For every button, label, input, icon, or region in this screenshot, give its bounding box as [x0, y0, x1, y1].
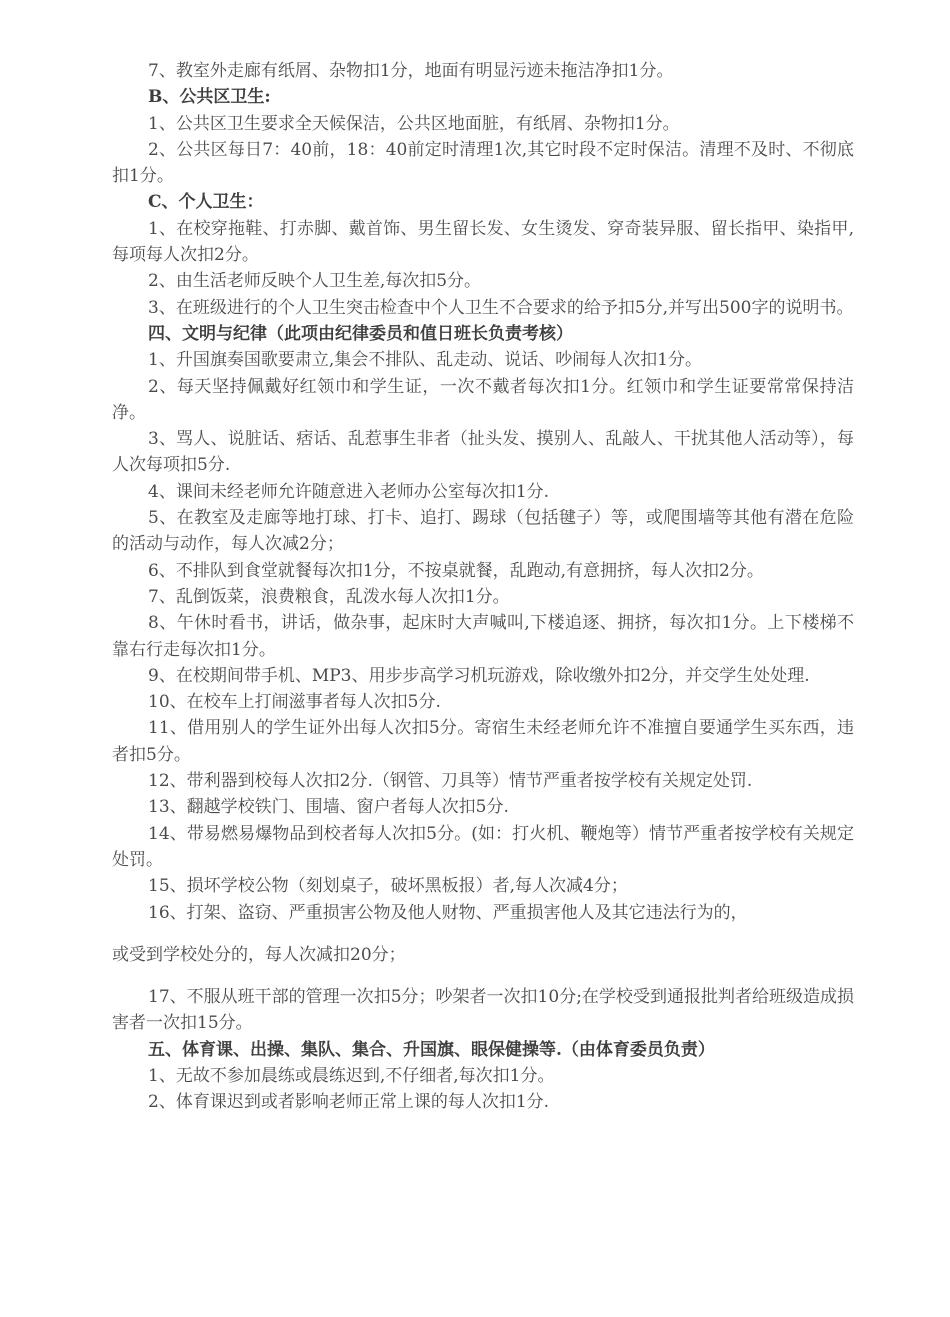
rule-paragraph: 2、每天坚持佩戴好红领巾和学生证，一次不戴者每次扣1分。红领巾和学生证要常常保持洁净。 [112, 376, 854, 423]
rule-paragraph: 5、在教室及走廊等地打球、打卡、追打、踢球（包括毽子）等，或爬围墙等其他有潜在危险的活动与动作，每人次减2分； [112, 508, 854, 555]
rule-paragraph: 13、翻越学校铁门、围墙、窗户者每人次扣5分. [148, 797, 509, 818]
rule-paragraph: 1、无故不参加晨练或晨练迟到,不仔细者,每次扣1分。 [148, 1065, 555, 1086]
rule-paragraph: 14、带易燃易爆物品到校者每人次扣5分。(如：打火机、鞭炮等）情节严重者按学校有关规定处罚。 [112, 823, 854, 870]
rule-paragraph: 2、体育课迟到或者影响老师正常上课的每人次扣1分. [148, 1092, 550, 1113]
rule-paragraph: 1、升国旗奏国歌要肃立,集会不排队、乱走动、说话、吵闹每人次扣1分。 [148, 350, 703, 371]
rule-paragraph: 15、损坏学校公物（刻划桌子，破坏黑板报）者,每人次减4分； [148, 876, 628, 897]
rule-paragraph: 11、借用别人的学生证外出每人次扣5分。寄宿生未经老师允许不准擅自要通学生买东西，违者扣5分。 [112, 718, 854, 765]
rule-paragraph: 9、在校期间带手机、MP3、用步步高学习机玩游戏，除收缴外扣2分，并交学生处处理. [148, 665, 810, 686]
section-heading: C、个人卫生： [148, 192, 264, 213]
section-heading: B、公共区卫生: [148, 87, 271, 108]
rule-paragraph: 4、课间未经老师允许随意进入老师办公室每次扣1分. [148, 481, 550, 502]
rule-paragraph: 16、打架、盗窃、严重损害公物及他人财物、严重损害他人及其它违法行为的， [148, 902, 748, 923]
rule-paragraph: 6、不排队到食堂就餐每次扣1分，不按桌就餐，乱跑动,有意拥挤，每人次扣2分。 [148, 560, 764, 581]
section-heading: 五、体育课、出操、集队、集合、升国旗、眼保健操等.（由体育委员负责） [148, 1039, 715, 1060]
rule-paragraph: 1、在校穿拖鞋、打赤脚、戴首饰、男生留长发、女生烫发、穿奇装异服、留长指甲、染指甲,每项每人次扣2分。 [112, 218, 854, 266]
document-page [112, 58, 854, 1116]
rule-paragraph: 17、不服从班干部的管理一次扣5分；吵架者一次扣10分;在学校受到通报批判者给班级造成损害者一次扣15分。 [112, 987, 854, 1034]
section-heading: 四、文明与纪律（此项由纪律委员和值日班长负责考核） [148, 323, 573, 344]
rule-paragraph: 10、在校车上打闹滋事者每人次扣5分. [148, 692, 441, 713]
rule-paragraph: 2、公共区每日7：40前，18：40前定时清理1次,其它时段不定时保洁。清理不及时、不彻底扣1分。 [112, 139, 854, 187]
rule-paragraph: 2、由生活老师反映个人卫生差,每次扣5分。 [148, 271, 482, 292]
rule-paragraph: 3、在班级进行的个人卫生突击检查中个人卫生不合要求的给予扣5分,并写出500字的说明书。 [148, 297, 854, 318]
rule-paragraph: 7、教室外走廊有纸屑、杂物扣1分，地面有明显污迹未拖洁净扣1分。 [148, 61, 674, 81]
rule-paragraph: 8、午休时看书，讲话，做杂事，起床时大声喊叫,下楼追逐、拥挤，每次扣1分。上下楼梯不靠右行走每次扣1分。 [112, 613, 854, 660]
rule-paragraph: 或受到学校处分的，每人次减扣20分； [112, 944, 406, 965]
rule-paragraph: 12、带利器到校每人次扣2分.（钢管、刀具等）情节严重者按学校有关规定处罚. [148, 771, 753, 792]
rule-paragraph: 1、公共区卫生要求全天候保洁，公共区地面脏，有纸屑、杂物扣1分。 [148, 113, 680, 134]
rule-paragraph: 3、骂人、说脏话、痞话、乱惹事生非者（扯头发、摸别人、乱敲人、干扰其他人活动等），每人次每项扣5分. [112, 429, 854, 476]
rule-paragraph: 7、乱倒饭菜，浪费粮食，乱泼水每人次扣1分。 [148, 586, 510, 607]
